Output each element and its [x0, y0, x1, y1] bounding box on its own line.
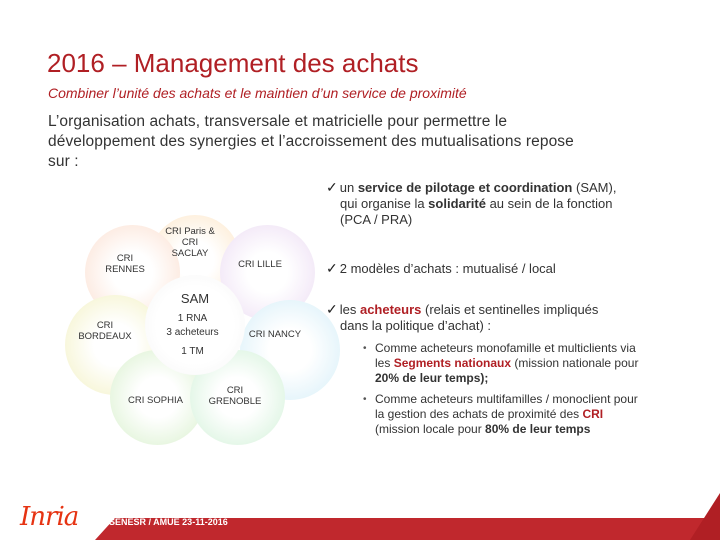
label-rennes: CRI RENNES — [105, 253, 145, 275]
intro-line: développement des synergies et l’accroissement des mutualisations repose — [48, 133, 574, 150]
checkmark-icon: ✓ — [326, 260, 338, 276]
label-nancy: CRI NANCY — [248, 329, 302, 340]
sub-bullet-proximite: • Comme acheteurs multifamilles / monoclient pour la gestion des achats de proximité des CRI (mission locale pour 80% de leur temps — [363, 392, 638, 436]
label-sophia: CRI SOPHIA — [128, 395, 183, 406]
bullet-acheteurs: ✓ les acheteurs (relais et sentinelles impliqués dans la politique d’achat) : — [326, 301, 599, 333]
footer-text: ESENESR / AMUE 23-11-2016 — [103, 517, 228, 527]
bullet-dot-icon: • — [363, 394, 367, 405]
sam-label: SAM — [180, 291, 210, 306]
sam-tm: 1 TM — [181, 346, 204, 357]
slide-subtitle: Combiner l’unité des achats et le maintien d’un service de proximité — [48, 85, 467, 101]
sam-rna: 1 RNA — [177, 313, 208, 324]
intro-line: L’organisation achats, transversale et matricielle pour permettre le — [48, 113, 508, 130]
footer-band — [0, 488, 720, 540]
cri-network-diagram — [60, 200, 320, 460]
circle-sam-center — [145, 275, 245, 375]
bullet-pilotage: ✓ un service de pilotage et coordination (SAM), qui organise la solidarité au sein de la fonction (PCA / PRA) — [326, 179, 617, 227]
bullet-dot-icon: • — [363, 343, 367, 354]
checkmark-icon: ✓ — [326, 301, 338, 317]
label-paris: CRI Paris & CRI SACLAY — [165, 226, 215, 259]
inria-logo: Inria — [20, 502, 79, 532]
bullet-modeles: ✓ 2 modèles d’achats : mutualisé / local — [326, 260, 556, 276]
label-lille: CRI LILLE — [238, 259, 282, 270]
checkmark-icon: ✓ — [326, 179, 338, 195]
label-bordeaux: CRI BORDEAUX — [78, 320, 132, 342]
label-grenoble: CRI GRENOBLE — [208, 385, 262, 407]
sub-bullet-segments: • Comme acheteurs monofamille et multiclients via les Segments nationaux (mission nationale pour 20% de leur temps); — [363, 341, 639, 385]
intro-line: sur : — [48, 153, 79, 170]
sam-acheteurs: 3 acheteurs — [166, 327, 219, 338]
slide-title: 2016 – Management des achats — [47, 48, 419, 78]
intro-paragraph — [48, 112, 688, 172]
